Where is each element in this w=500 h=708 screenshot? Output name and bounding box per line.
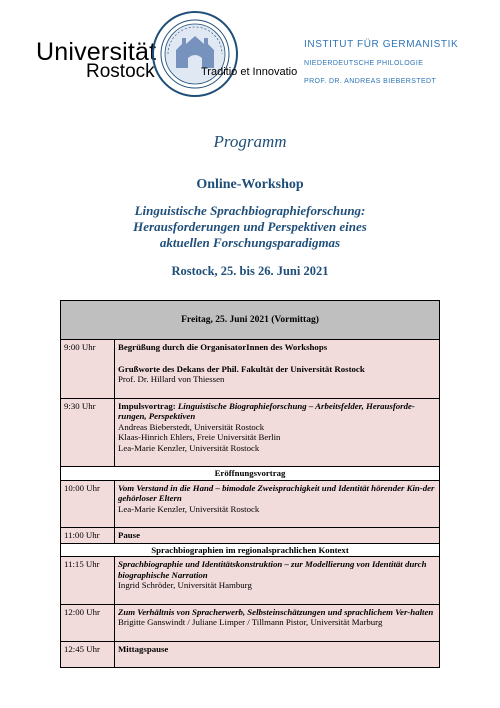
- row-time: 10:00 Uhr: [61, 480, 115, 528]
- row-content: [115, 480, 440, 528]
- row-time: 12:45 Uhr: [61, 641, 115, 668]
- logo-university-text: Universität: [36, 38, 157, 66]
- institute-header: [304, 38, 458, 87]
- page-title: Programm: [213, 132, 287, 151]
- institute-professor: PROF. DR. ANDREAS BIEBERSTEDT: [304, 78, 437, 85]
- session-label: Impulsvortrag:: [118, 400, 178, 411]
- speaker: Lea-Marie Kenzler, Universität Rostock: [118, 442, 260, 453]
- table-row: [61, 480, 440, 528]
- workshop-dates: Rostock, 25. bis 26. Juni 2021: [171, 264, 329, 278]
- institute-name: INSTITUT FÜR GERMANISTIK: [304, 39, 459, 50]
- institute-department: NIEDERDEUTSCHE PHILOLOGIE: [304, 60, 424, 67]
- session-title: Linguistische Biographieforschung – Arbeitsfelder, Herausforde-rungen, Perspektiven: [118, 400, 415, 421]
- logo-city-text: Rostock: [86, 61, 155, 82]
- row-time: 9:30 Uhr: [61, 398, 115, 467]
- table-row: [61, 641, 440, 668]
- row-content: [115, 604, 440, 641]
- section-row: [61, 543, 440, 557]
- section-row: [61, 467, 440, 481]
- speaker: Klaas-Hinrich Ehlers, Freie Universität Berlin: [118, 432, 281, 442]
- row-content: [115, 557, 440, 605]
- table-row: [61, 340, 440, 399]
- session-title: Zum Verhältnis von Spracherwerb, Selbsteinschätzungen und sprachlichem Ver-halten: [118, 606, 434, 617]
- speaker: Andreas Bieberstedt, Universität Rostock: [118, 421, 265, 432]
- logo-motto-text: Traditio et Innovatio: [201, 66, 298, 78]
- session-title: Pause: [118, 530, 140, 540]
- session-title: Vom Verstand in die Hand – bimodale Zweisprachigkeit und Identität hörender Kin-der gehörloser Eltern: [118, 482, 435, 503]
- program-table: [60, 300, 440, 668]
- workshop-subtitle: Linguistische Sprachbiographieforschung: Herausforderungen und Perspektiven eines aktuellen Forschungsparadigmas: [133, 203, 367, 250]
- table-row: [61, 557, 440, 605]
- row-time: 12:00 Uhr: [61, 604, 115, 641]
- session-title: Sprachbiographie und Identitätskonstruktion – zur Modellierung von Identität durch biographische Narration: [118, 559, 427, 580]
- row-content: [115, 340, 440, 399]
- university-seal-icon: [146, 10, 244, 98]
- speaker: Prof. Dr. Hillard von Thiessen: [118, 374, 225, 384]
- table-row: [61, 528, 440, 544]
- table-header-row: [61, 301, 440, 340]
- row-time: 9:00 Uhr: [61, 340, 115, 399]
- row-time: 11:15 Uhr: [61, 557, 115, 605]
- day-header: Freitag, 25. Juni 2021 (Vormittag): [61, 301, 440, 340]
- speaker: Brigitte Ganswindt / Juliane Limper / Tillmann Pistor, Universität Marburg: [118, 617, 383, 627]
- row-content: [115, 398, 440, 467]
- table-row: [61, 398, 440, 467]
- speaker: Lea-Marie Kenzler, Universität Rostock: [118, 503, 260, 514]
- workshop-title: Online-Workshop: [196, 177, 304, 192]
- row-time: 11:00 Uhr: [61, 528, 115, 544]
- session-title: Grußworte des Dekans der Phil. Fakultät der Universität Rostock: [118, 363, 365, 374]
- session-title: Mittagspause: [118, 643, 169, 654]
- speaker: Ingrid Schröder, Universität Hamburg: [118, 580, 252, 590]
- section-heading: Eröffnungsvortrag: [61, 467, 440, 481]
- section-heading: Sprachbiographien im regionalsprachlichen Kontext: [61, 543, 440, 557]
- row-content: [115, 641, 440, 668]
- session-title: Begrüßung durch die OrganisatorInnen des Workshops: [118, 342, 328, 352]
- table-row: [61, 604, 440, 641]
- row-content: [115, 528, 440, 544]
